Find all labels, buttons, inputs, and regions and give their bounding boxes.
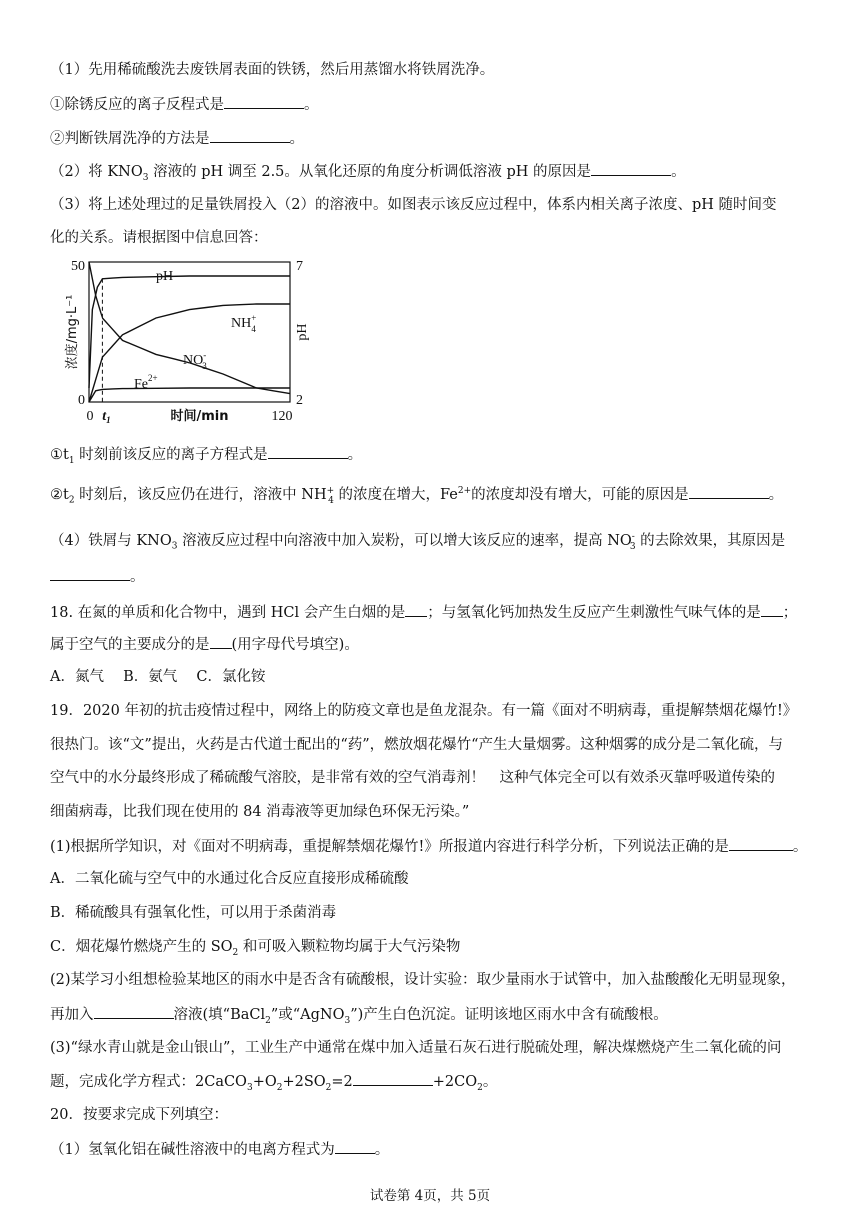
plot-frame: [89, 262, 290, 402]
q19-sub3-line2: 题，完成化学方程式：$2CaCO_3+O_2+2SO_2=2 +2CO_2$。: [50, 1071, 497, 1098]
series-label-nh4: NH+ 4: [231, 313, 257, 334]
q19-line3: 空气中的水分最终形成了稀硫酸气溶胶，是非常有效的空气消毒剂！ 这种气体完全可以有效杀灭靠呼吸道传染的: [50, 770, 775, 786]
answer-blank[interactable]: [210, 128, 290, 143]
q17-part4-blank: 。: [50, 566, 145, 587]
q17-part4: （4）铁屑与 $KNO_3$ 溶液反应过程中向溶液中加入炭粉，可以增大该反应的速率，提高 $NO^-_3$ 的去除效果，其原因是: [50, 532, 786, 552]
q19-line1: 19．2020 年初的抗击疫情过程中，网络上的防疫文章也是鱼龙混杂。有一篇《面对不明病毒，重提解禁烟花爆竹!》: [50, 703, 798, 719]
q19-line4: 细菌病毒，比我们现在使用的 84 消毒液等更加绿色环保无污染。”: [50, 804, 470, 820]
answer-blank[interactable]: [591, 161, 671, 176]
q17-part3-b: $②t_2$ 时刻后，该反应仍在进行，溶液中 $NH^+_4$ 的浓度在增大，$Fe^{2+}$的浓度却没有增大，可能的原因是 。: [50, 481, 783, 511]
series-label-ph: pH: [156, 269, 174, 284]
x-axis-label: 时间/min: [170, 409, 229, 424]
q19-option-b: B．稀硫酸具有强氧化性，可以用于杀菌消毒: [50, 905, 337, 921]
y-axis-label: 浓度/mg·L⁻¹: [65, 294, 80, 370]
y2-axis-label: pH: [295, 323, 310, 341]
q20-part1: （1）氢氧化铝在碱性溶液中的电离方程式为 。: [50, 1139, 389, 1160]
answer-blank[interactable]: [405, 602, 427, 617]
series-line-fe2: [89, 388, 290, 402]
x-tick-label: $t_1$: [102, 409, 111, 425]
answer-blank[interactable]: [50, 566, 130, 581]
q19-sub2-line1: (2)某学习小组想检验某地区的雨水中是否含有硫酸根，设计实验：取少量雨水于试管中，加入盐酸酸化无明显现象，: [50, 972, 796, 988]
answer-blank[interactable]: [729, 836, 793, 851]
answer-blank[interactable]: [224, 94, 304, 109]
q17-part1: （1）先用稀硫酸洗去废铁屑表面的铁锈，然后用蒸馏水将铁屑洗净。: [50, 62, 495, 78]
q19-sub1: (1)根据所学知识，对《面对不明病毒，重提解禁烟花爆竹!》所报道内容进行科学分析，下列说法正确的是 。: [50, 836, 807, 857]
q17-part3-a: $①t_1$ 时刻前该反应的离子方程式是 。: [50, 444, 362, 471]
answer-blank[interactable]: [268, 444, 348, 459]
q19-option-c: C．烟花爆竹燃烧产生的 $SO_2$ 和可吸入颗粒物均属于大气污染物: [50, 939, 461, 958]
q18-line2: 属于空气的主要成分的是 (用字母代号填空)。: [50, 634, 359, 655]
q19-line2: 很热门。该“文”提出，火药是古代道士配出的“药”，燃放烟花爆竹“产生大量烟雾。这种烟雾的成分是二氧化硫，与: [50, 737, 784, 753]
answer-blank[interactable]: [210, 634, 232, 649]
y-tick-label: 0: [78, 393, 85, 408]
answer-blank[interactable]: [94, 1004, 174, 1019]
page-footer: 试卷第 4页，共 5页: [369, 1188, 491, 1204]
series-line-no3: [89, 262, 290, 394]
q19-option-a: A．二氧化硫与空气中的水通过化合反应直接形成稀硫酸: [50, 871, 409, 887]
q17-part2: （2）将 $KNO_3$ 溶液的 pH 调至 2.5。从氧化还原的角度分析调低溶液 pH 的原因是 。: [50, 161, 686, 188]
y2-tick-label: 7: [296, 259, 303, 274]
series-label-no3: NO-3: [183, 350, 207, 371]
y2-tick-label: 2: [296, 393, 303, 408]
q20-title: 20．按要求完成下列填空：: [50, 1107, 228, 1123]
q18-line1: 18. 在氮的单质和化合物中，遇到 HCl 会产生白烟的是 ；与氢氧化钙加热发生反应产生刺激性气味气体的是 ；: [50, 602, 797, 623]
x-tick-label: 120: [271, 409, 293, 424]
answer-blank[interactable]: [353, 1071, 433, 1086]
series-line-ph: [89, 276, 290, 388]
y-tick-label: 50: [71, 259, 85, 274]
series-label-fe2: $Fe^{2+}$: [134, 373, 158, 392]
q19-sub3-line1: (3)“绿水青山就是金山银山”，工业生产中通常在煤中加入适量石灰石进行脱硫处理，解决煤燃烧产生二氧化硫的问: [50, 1040, 782, 1056]
answer-blank[interactable]: [761, 602, 783, 617]
q18-options: A．氮气 B．氨气 C．氯化铵: [50, 669, 266, 685]
answer-blank[interactable]: [335, 1139, 375, 1154]
q17-part3-line1: （3）将上述处理过的足量铁屑投入（2）的溶液中。如图表示该反应过程中，体系内相关离子浓度、pH 随时间变: [50, 197, 777, 213]
x-tick-label: 0: [86, 409, 94, 424]
q17-part3-line2: 化的关系。请根据图中信息回答：: [50, 230, 268, 246]
q17-part1-a: ①除锈反应的离子反程式是 。: [50, 94, 319, 115]
concentration-ph-chart: [60, 254, 320, 426]
q17-part1-b: ②判断铁屑洗净的方法是 。: [50, 128, 304, 149]
q19-sub2-line2: 再加入 溶液(填“BaCl$_2$”或“AgNO$_3$”)产生白色沉淀。证明该地区雨水中含有硫酸根。: [50, 1004, 668, 1031]
answer-blank[interactable]: [689, 484, 769, 499]
